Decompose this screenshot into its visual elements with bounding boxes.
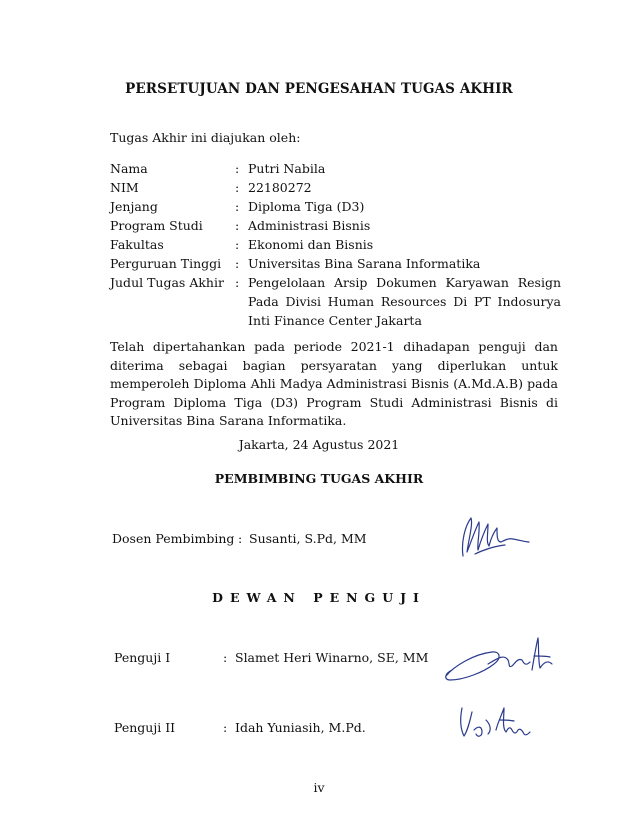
examiner-2-signature [452, 700, 534, 748]
table-row [108, 197, 563, 216]
approval-paragraph: Telah dipertahankan pada periode 2021-1 dihadapan penguji dan diterima sebagai bagian persyaratan yang diperlukan untuk memperoleh Diploma Ahli Madya Administrasi Bisnis (A.Md.A.B) pada Program Diploma Tiga (D3) Program Studi Administrasi Bisnis di Universitas Bina Sarana Informatika. [110, 339, 558, 428]
field-colon: : [235, 180, 240, 195]
table-row [108, 159, 563, 178]
examiner-1-signature [440, 630, 558, 688]
examiner-2-name: Idah Yuniasih, M.Pd. [235, 720, 366, 735]
supervisor-name: Susanti, S.Pd, MM [249, 531, 367, 546]
table-row [108, 216, 563, 235]
field-label: NIM [110, 180, 139, 195]
field-value: 22180272 [248, 180, 312, 195]
field-colon: : [235, 161, 240, 176]
examiner-1-name: Slamet Heri Winarno, SE, MM [235, 650, 429, 665]
examiner-1-label: Penguji I [114, 650, 171, 665]
field-label: Program Studi [110, 218, 203, 233]
examiner-2-colon: : [223, 720, 228, 735]
field-value: Putri Nabila [248, 161, 326, 176]
field-value: Universitas Bina Sarana Informatika [248, 256, 481, 271]
page-number: iv [313, 780, 325, 795]
document-title: PERSETUJUAN DAN PENGESAHAN TUGAS AKHIR [125, 81, 513, 97]
supervisor-label: Dosen Pembimbing [112, 531, 235, 546]
supervisor-signature [455, 512, 535, 562]
examiners-heading: DEWAN PENGUJI [212, 590, 426, 605]
examiner-1-colon: : [223, 650, 228, 665]
field-value: Ekonomi dan Bisnis [248, 237, 374, 252]
table-row [108, 254, 563, 273]
supervisor-colon: : [238, 531, 243, 546]
field-value: Diploma Tiga (D3) [248, 199, 365, 214]
table-row [108, 178, 563, 197]
field-label: Perguruan Tinggi [110, 256, 222, 271]
field-label: Judul Tugas Akhir [110, 275, 224, 290]
examiner-2-label: Penguji II [114, 720, 176, 735]
table-row [108, 273, 563, 330]
field-colon: : [235, 275, 240, 290]
field-value: Administrasi Bisnis [248, 218, 371, 233]
field-colon: : [235, 218, 240, 233]
field-colon: : [235, 199, 240, 214]
student-info-table [108, 159, 563, 330]
field-colon: : [235, 237, 240, 252]
place-date: Jakarta, 24 Agustus 2021 [238, 437, 400, 452]
table-row [108, 235, 563, 254]
field-label: Fakultas [110, 237, 164, 252]
field-label: Nama [110, 161, 148, 176]
supervisor-heading: PEMBIMBING TUGAS AKHIR [214, 471, 424, 486]
intro-text: Tugas Akhir ini diajukan oleh: [110, 130, 301, 145]
field-colon: : [235, 256, 240, 271]
field-label: Jenjang [110, 199, 158, 214]
field-value: Pengelolaan Arsip Dokumen Karyawan Resign Pada Divisi Human Resources Di PT Indosurya Inti Finance Center Jakarta [248, 275, 561, 328]
